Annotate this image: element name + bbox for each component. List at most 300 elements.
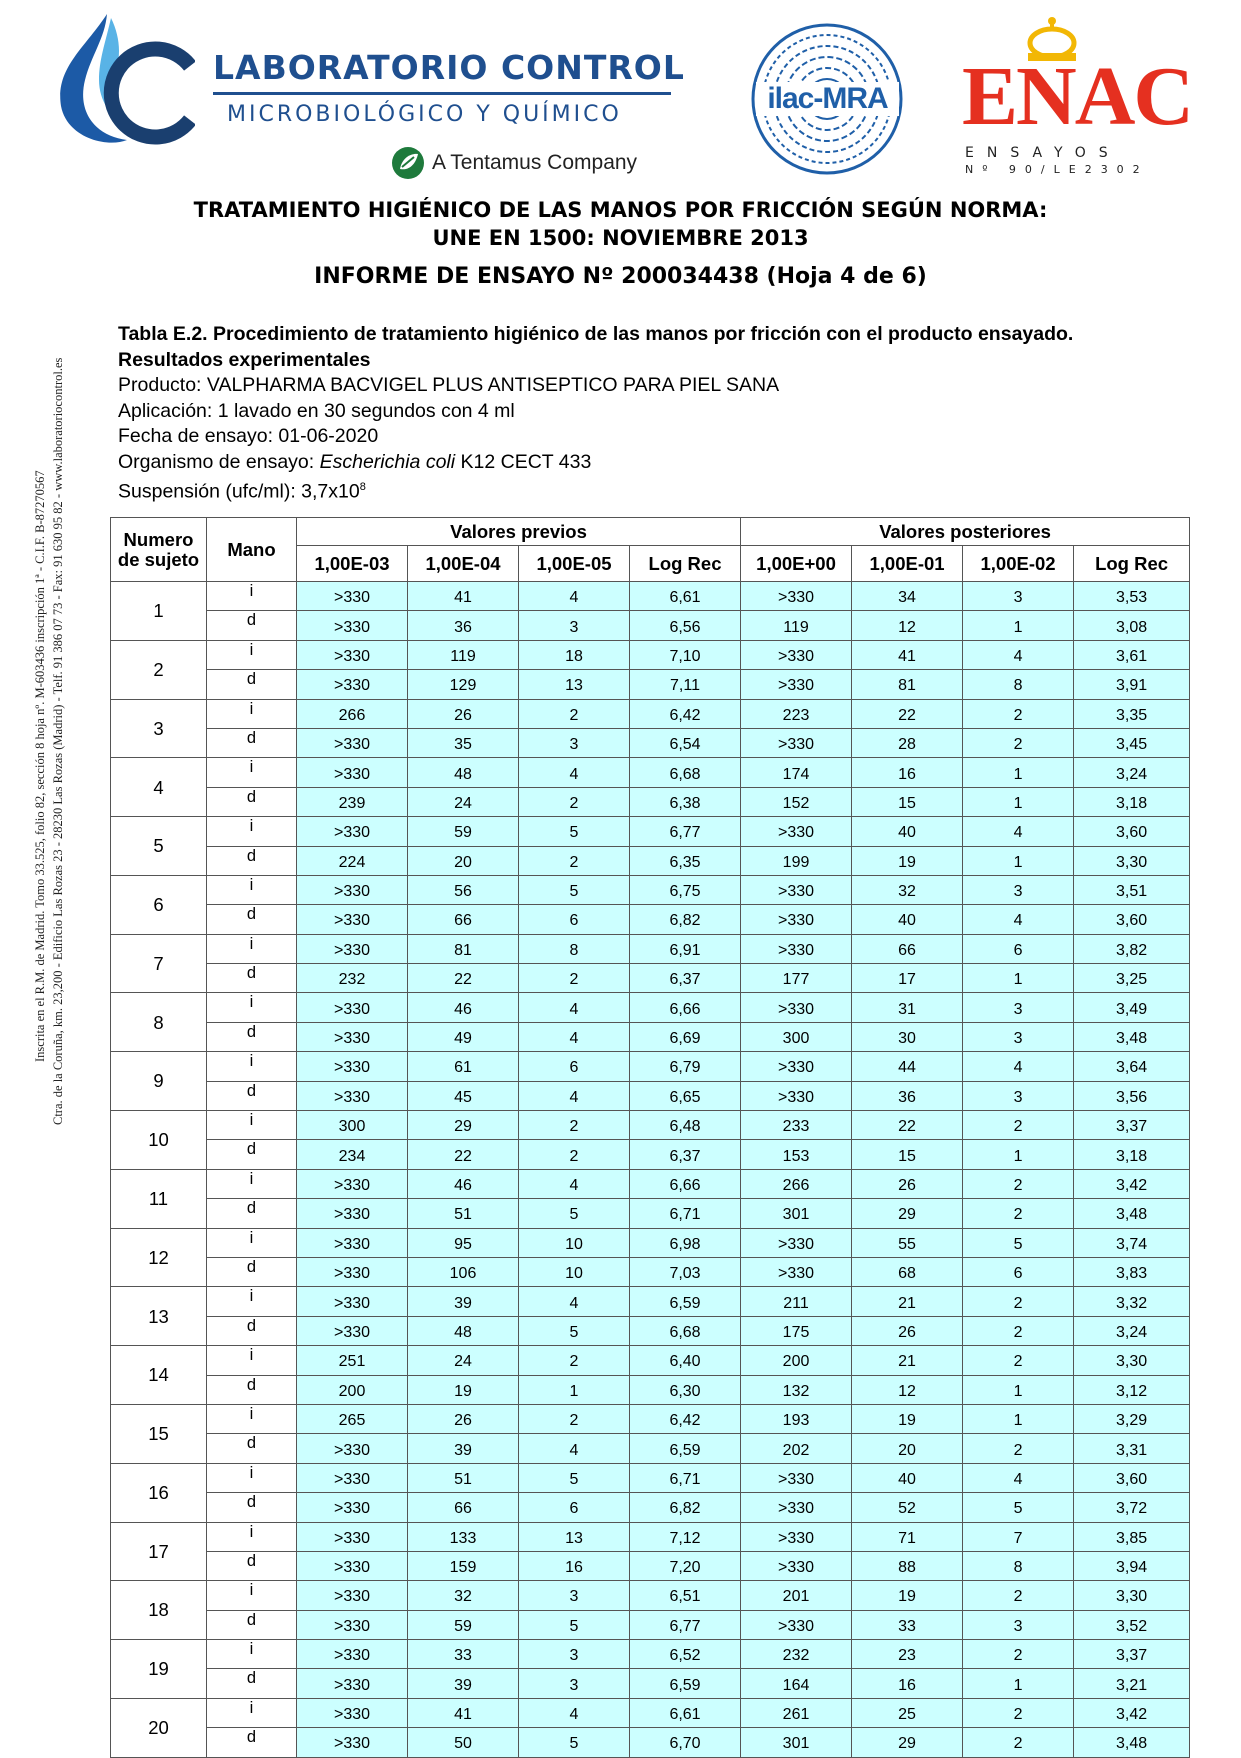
- organism-strain: K12 CECT 433: [455, 450, 592, 473]
- after-value-cell: 3,56: [1074, 1081, 1190, 1110]
- after-value-cell: 232: [741, 1640, 852, 1669]
- before-value-cell: >330: [297, 934, 408, 963]
- before-value-cell: 2: [519, 699, 630, 728]
- after-value-cell: 26: [852, 1169, 963, 1198]
- sub-before-header: Log Rec: [630, 546, 741, 582]
- before-value-cell: >330: [297, 817, 408, 846]
- before-value-cell: >330: [297, 1522, 408, 1551]
- hand-cell: d: [207, 1728, 297, 1757]
- after-value-cell: 4: [963, 640, 1074, 669]
- before-value-cell: 16: [519, 1551, 630, 1580]
- before-value-cell: 6,52: [630, 1640, 741, 1669]
- before-value-cell: >330: [297, 1081, 408, 1110]
- before-value-cell: 46: [408, 1169, 519, 1198]
- table-row: [111, 1463, 1190, 1492]
- subject-number-cell: 11: [111, 1169, 207, 1228]
- hand-cell: d: [207, 1140, 297, 1169]
- before-value-cell: 251: [297, 1346, 408, 1375]
- after-value-cell: 21: [852, 1346, 963, 1375]
- after-value-cell: 3,48: [1074, 1199, 1190, 1228]
- after-value-cell: 2: [963, 1199, 1074, 1228]
- before-value-cell: 48: [408, 1316, 519, 1345]
- before-value-cell: 6,59: [630, 1669, 741, 1698]
- table-row: [111, 1022, 1190, 1051]
- after-value-cell: 3,30: [1074, 1581, 1190, 1610]
- after-value-cell: 164: [741, 1669, 852, 1698]
- after-value-cell: 6: [963, 934, 1074, 963]
- after-value-cell: 3,37: [1074, 1640, 1190, 1669]
- subject-number-cell: 4: [111, 758, 207, 817]
- after-value-cell: 3,85: [1074, 1522, 1190, 1551]
- before-value-cell: >330: [297, 611, 408, 640]
- after-value-cell: 2: [963, 1698, 1074, 1727]
- subject-number-cell: 2: [111, 640, 207, 699]
- subject-number-cell: 14: [111, 1346, 207, 1405]
- subject-number-cell: 17: [111, 1522, 207, 1581]
- before-value-cell: 2: [519, 787, 630, 816]
- table-row: [111, 1052, 1190, 1081]
- after-value-cell: 3: [963, 582, 1074, 611]
- after-value-cell: 2: [963, 728, 1074, 757]
- after-value-cell: 4: [963, 817, 1074, 846]
- after-value-cell: 41: [852, 640, 963, 669]
- after-value-cell: 266: [741, 1169, 852, 1198]
- before-value-cell: 6,54: [630, 728, 741, 757]
- before-value-cell: 6,77: [630, 817, 741, 846]
- after-value-cell: 40: [852, 905, 963, 934]
- after-value-cell: 211: [741, 1287, 852, 1316]
- hand-cell: i: [207, 1052, 297, 1081]
- subject-number-cell: 20: [111, 1698, 207, 1757]
- before-value-cell: >330: [297, 1052, 408, 1081]
- before-value-cell: 22: [408, 964, 519, 993]
- after-value-cell: >330: [741, 1257, 852, 1286]
- after-value-cell: 71: [852, 1522, 963, 1551]
- sub-after-header: 1,00E-02: [963, 546, 1074, 582]
- subject-number-cell: 3: [111, 699, 207, 758]
- hand-cell: d: [207, 964, 297, 993]
- after-value-cell: 16: [852, 758, 963, 787]
- after-value-cell: >330: [741, 1493, 852, 1522]
- sub-after-header: 1,00E-01: [852, 546, 963, 582]
- before-value-cell: 66: [408, 1493, 519, 1522]
- before-value-cell: 7,03: [630, 1257, 741, 1286]
- before-value-cell: 46: [408, 993, 519, 1022]
- after-value-cell: 25: [852, 1698, 963, 1727]
- after-value-cell: 3,60: [1074, 1463, 1190, 1492]
- before-value-cell: 232: [297, 964, 408, 993]
- after-value-cell: 12: [852, 1375, 963, 1404]
- before-value-cell: 4: [519, 1022, 630, 1051]
- after-value-cell: 19: [852, 846, 963, 875]
- after-value-cell: 36: [852, 1081, 963, 1110]
- after-value-cell: 3,83: [1074, 1257, 1190, 1286]
- address-side-text: Ctra. de la Coruña, km. 23,200 - Edificio Las Rozas 23 - 28230 Las Rozas (Madrid) - Telf. 91 386 07 73 - Fax: 91 630 95 82 - www.laboratoriocontrol.es: [51, 357, 65, 1125]
- after-value-cell: 3,18: [1074, 787, 1190, 816]
- hand-cell: i: [207, 1463, 297, 1492]
- before-value-cell: 3: [519, 728, 630, 757]
- after-value-cell: >330: [741, 670, 852, 699]
- hand-cell: i: [207, 1111, 297, 1140]
- before-value-cell: 6,37: [630, 1140, 741, 1169]
- before-value-cell: 6,61: [630, 582, 741, 611]
- hand-cell: i: [207, 934, 297, 963]
- after-value-cell: >330: [741, 1610, 852, 1639]
- hand-cell: i: [207, 1287, 297, 1316]
- before-value-cell: 56: [408, 875, 519, 904]
- table-row: [111, 640, 1190, 669]
- before-value-cell: 6,30: [630, 1375, 741, 1404]
- after-value-cell: 17: [852, 964, 963, 993]
- table-row: [111, 1728, 1190, 1757]
- after-value-cell: 3,18: [1074, 1140, 1190, 1169]
- after-value-cell: 174: [741, 758, 852, 787]
- after-value-cell: 3,25: [1074, 964, 1190, 993]
- document-title-line2: UNE EN 1500: NOVIEMBRE 2013: [432, 226, 809, 250]
- subject-number-cell: 10: [111, 1111, 207, 1170]
- after-value-cell: 200: [741, 1346, 852, 1375]
- organism-species: Escherichia coli: [319, 450, 456, 473]
- subject-number-cell: 18: [111, 1581, 207, 1640]
- after-value-cell: 3,61: [1074, 640, 1190, 669]
- before-value-cell: 36: [408, 611, 519, 640]
- before-value-cell: 6,66: [630, 1169, 741, 1198]
- before-value-cell: 49: [408, 1022, 519, 1051]
- after-value-cell: 3,48: [1074, 1022, 1190, 1051]
- suspension-label: Suspensión (ufc/ml): 3,7x10: [118, 480, 360, 503]
- hand-cell: d: [207, 1434, 297, 1463]
- before-value-cell: 35: [408, 728, 519, 757]
- after-value-cell: 3,53: [1074, 582, 1190, 611]
- table-row: [111, 846, 1190, 875]
- after-value-cell: 300: [741, 1022, 852, 1051]
- after-value-cell: >330: [741, 934, 852, 963]
- before-value-cell: >330: [297, 993, 408, 1022]
- hand-cell: d: [207, 1493, 297, 1522]
- before-value-cell: >330: [297, 1316, 408, 1345]
- subject-number-cell: 12: [111, 1228, 207, 1287]
- hand-cell: d: [207, 1375, 297, 1404]
- before-value-cell: 6,98: [630, 1228, 741, 1257]
- table-row: [111, 1434, 1190, 1463]
- after-value-cell: 3,51: [1074, 875, 1190, 904]
- before-value-cell: 6,68: [630, 1316, 741, 1345]
- before-value-cell: 7,20: [630, 1551, 741, 1580]
- after-value-cell: 3,91: [1074, 670, 1190, 699]
- enac-accreditation-number: Nº 90/LE2302: [965, 163, 1149, 176]
- after-value-cell: >330: [741, 1522, 852, 1551]
- after-value-cell: 15: [852, 787, 963, 816]
- before-value-cell: 6,51: [630, 1581, 741, 1610]
- after-value-cell: 8: [963, 670, 1074, 699]
- lab-name: LABORATORIO CONTROL: [213, 48, 685, 87]
- before-value-cell: 6,59: [630, 1434, 741, 1463]
- subject-number-cell: 8: [111, 993, 207, 1052]
- before-value-cell: 6,42: [630, 699, 741, 728]
- before-value-cell: 4: [519, 1081, 630, 1110]
- report-number: INFORME DE ENSAYO Nº 200034438 (Hoja 4 de 6): [314, 264, 927, 289]
- after-value-cell: 1: [963, 1375, 1074, 1404]
- before-value-cell: 224: [297, 846, 408, 875]
- hand-cell: d: [207, 1316, 297, 1345]
- before-value-cell: 6,79: [630, 1052, 741, 1081]
- table-row: [111, 728, 1190, 757]
- application-line: Aplicación: 1 lavado en 30 segundos con 4 ml: [118, 399, 515, 422]
- before-value-cell: 51: [408, 1463, 519, 1492]
- hand-cell: d: [207, 1669, 297, 1698]
- after-value-cell: 3,74: [1074, 1228, 1190, 1257]
- hand-cell: i: [207, 817, 297, 846]
- before-value-cell: 39: [408, 1287, 519, 1316]
- before-value-cell: 2: [519, 1111, 630, 1140]
- after-value-cell: 3,37: [1074, 1111, 1190, 1140]
- hand-cell: i: [207, 1698, 297, 1727]
- after-value-cell: 2: [963, 1169, 1074, 1198]
- group-after-header: Valores posteriores: [741, 518, 1190, 546]
- table-row: [111, 1169, 1190, 1198]
- after-value-cell: 2: [963, 1287, 1074, 1316]
- results-table: [110, 517, 1190, 1758]
- after-value-cell: 2: [963, 699, 1074, 728]
- subject-number-cell: 19: [111, 1640, 207, 1699]
- after-value-cell: 177: [741, 964, 852, 993]
- after-value-cell: 3: [963, 875, 1074, 904]
- after-value-cell: 1: [963, 846, 1074, 875]
- before-value-cell: 24: [408, 787, 519, 816]
- after-value-cell: 2: [963, 1640, 1074, 1669]
- before-value-cell: 6,35: [630, 846, 741, 875]
- after-value-cell: 19: [852, 1404, 963, 1433]
- subject-number-cell: 5: [111, 817, 207, 876]
- before-value-cell: 1: [519, 1375, 630, 1404]
- after-value-cell: 3,31: [1074, 1434, 1190, 1463]
- before-value-cell: 200: [297, 1375, 408, 1404]
- before-value-cell: 48: [408, 758, 519, 787]
- before-value-cell: 19: [408, 1375, 519, 1404]
- hand-cell: i: [207, 1228, 297, 1257]
- before-value-cell: 6,61: [630, 1698, 741, 1727]
- table-row: [111, 817, 1190, 846]
- after-value-cell: 3,35: [1074, 699, 1190, 728]
- table-row: [111, 1316, 1190, 1345]
- hand-cell: d: [207, 670, 297, 699]
- after-value-cell: 55: [852, 1228, 963, 1257]
- after-value-cell: 20: [852, 1434, 963, 1463]
- before-value-cell: >330: [297, 1640, 408, 1669]
- before-value-cell: >330: [297, 1287, 408, 1316]
- before-value-cell: 6,48: [630, 1111, 741, 1140]
- hand-cell: d: [207, 1551, 297, 1580]
- after-value-cell: 68: [852, 1257, 963, 1286]
- after-value-cell: 34: [852, 582, 963, 611]
- before-value-cell: 5: [519, 1463, 630, 1492]
- before-value-cell: 6,37: [630, 964, 741, 993]
- after-value-cell: 223: [741, 699, 852, 728]
- after-value-cell: 19: [852, 1581, 963, 1610]
- before-value-cell: 6,70: [630, 1728, 741, 1757]
- before-value-cell: 3: [519, 1669, 630, 1698]
- laboratorio-control-logo: [55, 8, 685, 183]
- after-value-cell: 1: [963, 1404, 1074, 1433]
- before-value-cell: 29: [408, 1111, 519, 1140]
- after-value-cell: 1: [963, 787, 1074, 816]
- table-row: [111, 1404, 1190, 1433]
- after-value-cell: 193: [741, 1404, 852, 1433]
- hand-cell: i: [207, 1346, 297, 1375]
- after-value-cell: 3,48: [1074, 1728, 1190, 1757]
- after-value-cell: 44: [852, 1052, 963, 1081]
- after-value-cell: 2: [963, 1111, 1074, 1140]
- hand-cell: d: [207, 1022, 297, 1051]
- before-value-cell: 6,71: [630, 1199, 741, 1228]
- after-value-cell: 23: [852, 1640, 963, 1669]
- after-value-cell: 3,42: [1074, 1698, 1190, 1727]
- tentamus-leaf-icon: [390, 145, 426, 181]
- enac-ensayos: ENSAYOS: [965, 145, 1121, 161]
- after-value-cell: 3: [963, 1610, 1074, 1639]
- before-value-cell: 4: [519, 993, 630, 1022]
- after-value-cell: 6: [963, 1257, 1074, 1286]
- before-value-cell: 33: [408, 1640, 519, 1669]
- before-value-cell: 6,75: [630, 875, 741, 904]
- after-value-cell: 152: [741, 787, 852, 816]
- subject-number-cell: 15: [111, 1404, 207, 1463]
- before-value-cell: 32: [408, 1581, 519, 1610]
- before-value-cell: 6,82: [630, 905, 741, 934]
- after-value-cell: 153: [741, 1140, 852, 1169]
- after-value-cell: 16: [852, 1669, 963, 1698]
- after-value-cell: >330: [741, 728, 852, 757]
- before-value-cell: 6,68: [630, 758, 741, 787]
- before-value-cell: 234: [297, 1140, 408, 1169]
- before-value-cell: 6,42: [630, 1404, 741, 1433]
- before-value-cell: 4: [519, 582, 630, 611]
- table-row: [111, 1698, 1190, 1727]
- table-row: [111, 1581, 1190, 1610]
- registry-side-text: Inscrita en el R.M. de Madrid. Tomo 33.525, folio 82, sección 8 hoja nº. M-603436 inscripción 1ª - C.I.F. B-87270567: [33, 470, 47, 1062]
- after-value-cell: 7: [963, 1522, 1074, 1551]
- before-value-cell: 39: [408, 1669, 519, 1698]
- enac-wordmark: ENAC: [962, 50, 1193, 143]
- after-value-cell: 3,72: [1074, 1493, 1190, 1522]
- before-value-cell: >330: [297, 758, 408, 787]
- after-value-cell: 88: [852, 1551, 963, 1580]
- hand-cell: i: [207, 1640, 297, 1669]
- before-value-cell: 6: [519, 1493, 630, 1522]
- date-line: Fecha de ensayo: 01-06-2020: [118, 425, 379, 447]
- col-hand-header: Mano: [207, 518, 297, 582]
- table-row: [111, 1669, 1190, 1698]
- subject-number-cell: 6: [111, 875, 207, 934]
- tentamus-company: [390, 145, 637, 181]
- hand-cell: d: [207, 787, 297, 816]
- ilac-mra-text: ilac-MRA: [767, 82, 888, 115]
- after-value-cell: 4: [963, 1463, 1074, 1492]
- before-value-cell: 39: [408, 1434, 519, 1463]
- table-row: [111, 964, 1190, 993]
- before-value-cell: 50: [408, 1728, 519, 1757]
- after-value-cell: 199: [741, 846, 852, 875]
- after-value-cell: 3,24: [1074, 1316, 1190, 1345]
- after-value-cell: 3,64: [1074, 1052, 1190, 1081]
- before-value-cell: 2: [519, 846, 630, 875]
- after-value-cell: 1: [963, 1140, 1074, 1169]
- before-value-cell: 4: [519, 1434, 630, 1463]
- hand-cell: i: [207, 1522, 297, 1551]
- before-value-cell: >330: [297, 670, 408, 699]
- before-value-cell: 24: [408, 1346, 519, 1375]
- before-value-cell: 4: [519, 1169, 630, 1198]
- before-value-cell: 129: [408, 670, 519, 699]
- after-value-cell: 175: [741, 1316, 852, 1345]
- hand-cell: i: [207, 875, 297, 904]
- table-row: [111, 611, 1190, 640]
- before-value-cell: 20: [408, 846, 519, 875]
- before-value-cell: 4: [519, 1287, 630, 1316]
- before-value-cell: >330: [297, 1728, 408, 1757]
- table-row: [111, 1140, 1190, 1169]
- after-value-cell: 3: [963, 1022, 1074, 1051]
- before-value-cell: >330: [297, 1493, 408, 1522]
- after-value-cell: 202: [741, 1434, 852, 1463]
- before-value-cell: 239: [297, 787, 408, 816]
- table-row: [111, 1228, 1190, 1257]
- tentamus-label: A Tentamus Company: [432, 151, 638, 174]
- after-value-cell: >330: [741, 1463, 852, 1492]
- before-value-cell: 6,56: [630, 611, 741, 640]
- after-value-cell: 3,24: [1074, 758, 1190, 787]
- table-row: [111, 699, 1190, 728]
- after-value-cell: 119: [741, 611, 852, 640]
- before-value-cell: 2: [519, 1346, 630, 1375]
- after-value-cell: >330: [741, 875, 852, 904]
- before-value-cell: >330: [297, 640, 408, 669]
- sub-before-header: 1,00E-05: [519, 546, 630, 582]
- hand-cell: i: [207, 1169, 297, 1198]
- col-subject-header: Numero de sujeto: [111, 518, 207, 582]
- hand-cell: i: [207, 758, 297, 787]
- after-value-cell: 2: [963, 1581, 1074, 1610]
- before-value-cell: 95: [408, 1228, 519, 1257]
- table-row: [111, 934, 1190, 963]
- document-title-line1: TRATAMIENTO HIGIÉNICO DE LAS MANOS POR FRICCIÓN SEGÚN NORMA:: [193, 198, 1048, 222]
- after-value-cell: 3,49: [1074, 993, 1190, 1022]
- before-value-cell: 59: [408, 1610, 519, 1639]
- before-value-cell: 6,71: [630, 1463, 741, 1492]
- before-value-cell: 300: [297, 1111, 408, 1140]
- before-value-cell: 6,69: [630, 1022, 741, 1051]
- before-value-cell: 8: [519, 934, 630, 963]
- hand-cell: i: [207, 699, 297, 728]
- lab-subtitle: MICROBIOLÓGICO Y QUÍMICO: [227, 102, 622, 127]
- before-value-cell: 59: [408, 817, 519, 846]
- lab-name-divider: [213, 92, 671, 95]
- test-info: [118, 322, 1073, 505]
- before-value-cell: 6,66: [630, 993, 741, 1022]
- before-value-cell: >330: [297, 1228, 408, 1257]
- after-value-cell: 32: [852, 875, 963, 904]
- sub-after-header: 1,00E+00: [741, 546, 852, 582]
- after-value-cell: 30: [852, 1022, 963, 1051]
- table-row: [111, 1640, 1190, 1669]
- before-value-cell: 2: [519, 964, 630, 993]
- after-value-cell: 4: [963, 1052, 1074, 1081]
- table-row: [111, 993, 1190, 1022]
- before-value-cell: >330: [297, 728, 408, 757]
- after-value-cell: 40: [852, 1463, 963, 1492]
- before-value-cell: 2: [519, 1404, 630, 1433]
- before-value-cell: 3: [519, 611, 630, 640]
